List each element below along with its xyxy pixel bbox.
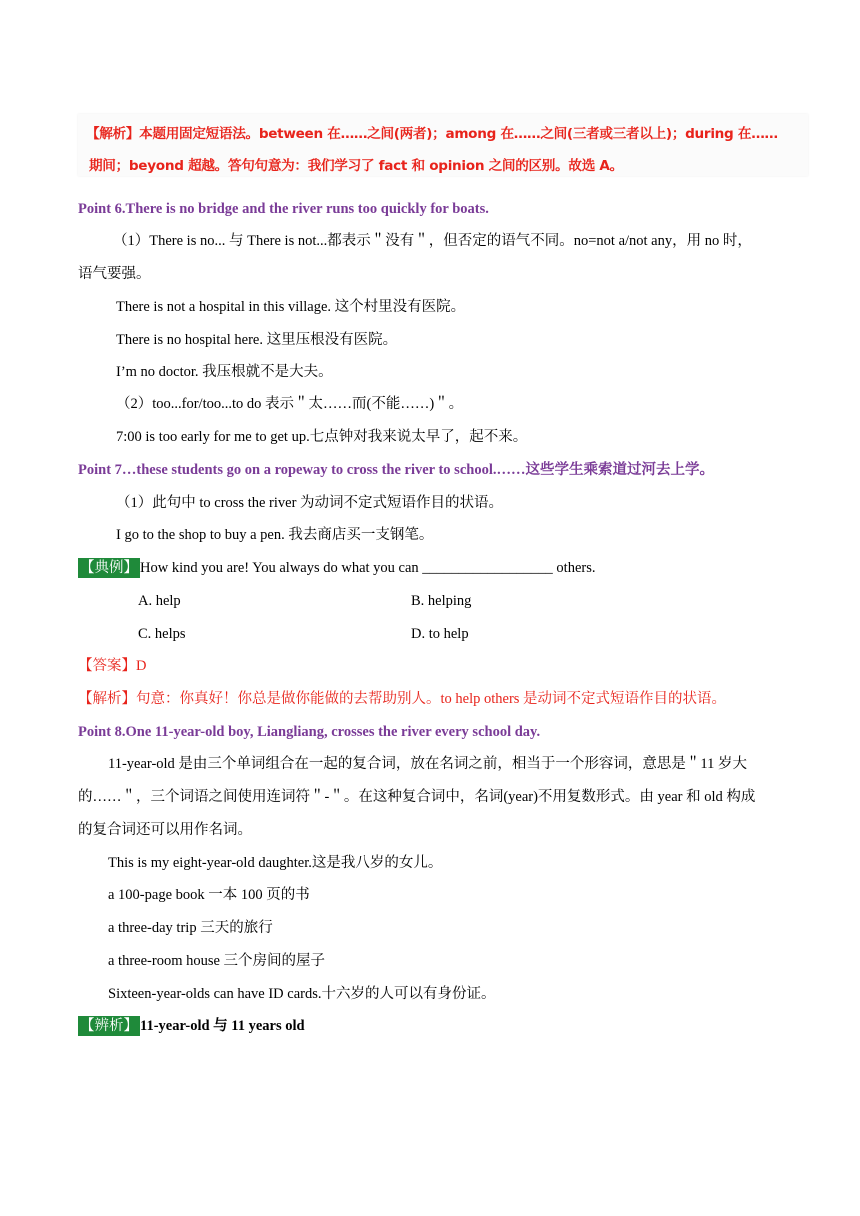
point8-example2: a 100-page book 一本 100 页的书 xyxy=(108,887,310,903)
option-c: C. helps xyxy=(138,626,186,642)
analysis-image xyxy=(78,114,808,176)
point7-example1: I go to the shop to buy a pen. 我去商店买一支钢笔。 xyxy=(116,527,434,543)
point6-p1-line2: 语气要强。 xyxy=(78,266,151,282)
option-b: B. helping xyxy=(411,593,472,609)
point8-p1-line3: 的复合词还可以用作名词。 xyxy=(78,822,252,838)
example-text: How kind you are! You always do what you can __________________ others. xyxy=(140,560,596,576)
point8-example1: This is my eight-year-old daughter.这是我八岁的女儿。 xyxy=(108,855,443,871)
point6-p2: （2）too...for/too...to do 表示＂太……而(不能……)＂。 xyxy=(116,396,464,412)
option-a: A. help xyxy=(138,593,181,609)
point7-title: Point 7…these students go on a ropeway to cross the river to school.……这些学生乘索道过河去上学。 xyxy=(78,462,714,478)
example-tag: 【典例】 xyxy=(80,560,138,576)
analysis-line xyxy=(78,689,726,709)
point6-example1: There is not a hospital in this village. 这个村里没有医院。 xyxy=(116,299,466,315)
point8-p1-line2: 的……＂，三个词语之间使用连词符＂-＂。在这种复合词中，名词(year)不用复数形式。由 year 和 old 构成 xyxy=(78,789,756,805)
analysis-tag: 【解析】 xyxy=(78,691,136,707)
analysis-image-line1: 【解析】本题用固定短语法。between 在……之间(两者)；among 在……之间(三者或三者以上)；during 在…… xyxy=(86,126,778,142)
analysis-text: 句意：你真好！你总是做你能做的去帮助别人。to help others 是动词不定式短语作目的状语。 xyxy=(136,691,727,707)
point8-title: Point 8.One 11-year-old boy, Liangliang, crosses the river every school day. xyxy=(78,724,541,740)
option-d: D. to help xyxy=(411,626,469,642)
point8-p1-line1: 11-year-old 是由三个单词组合在一起的复合词，放在名词之前，相当于一个形容词，意思是＂11 岁大 xyxy=(108,756,748,772)
point6-example2: There is no hospital here. 这里压根没有医院。 xyxy=(116,332,398,348)
point7-p1: （1）此句中 to cross the river 为动词不定式短语作目的状语。 xyxy=(116,495,504,511)
point6-p1-line1: （1）There is no... 与 There is not...都表示＂没有＂，但否定的语气不同。no=not a/not any，用 no 时， xyxy=(113,233,752,249)
bianxi-text: 11-year-old 与 11 years old xyxy=(140,1018,305,1034)
answer-tag: 【答案】 xyxy=(78,658,136,674)
point8-example5: Sixteen-year-olds can have ID cards.十六岁的人可以有身份证。 xyxy=(108,986,496,1002)
point6-title: Point 6.There is no bridge and the river runs too quickly for boats. xyxy=(78,201,489,217)
point6-example3: I’m no doctor. 我压根就不是大夫。 xyxy=(116,364,333,380)
bianxi-tag: 【辨析】 xyxy=(80,1018,138,1034)
bianxi-line xyxy=(78,1016,305,1036)
point8-example3: a three-day trip 三天的旅行 xyxy=(108,920,273,936)
analysis-image-line2: 期间；beyond 超越。答句句意为：我们学习了 fact 和 opinion 之间的区别。故选 A。 xyxy=(89,158,623,174)
point6-example4: 7:00 is too early for me to get up.七点钟对我来说太早了，起不来。 xyxy=(116,429,528,445)
example-question xyxy=(78,558,596,578)
answer-line xyxy=(78,656,146,676)
point8-example4: a three-room house 三个房间的屋子 xyxy=(108,953,326,969)
answer-value: D xyxy=(136,658,147,674)
